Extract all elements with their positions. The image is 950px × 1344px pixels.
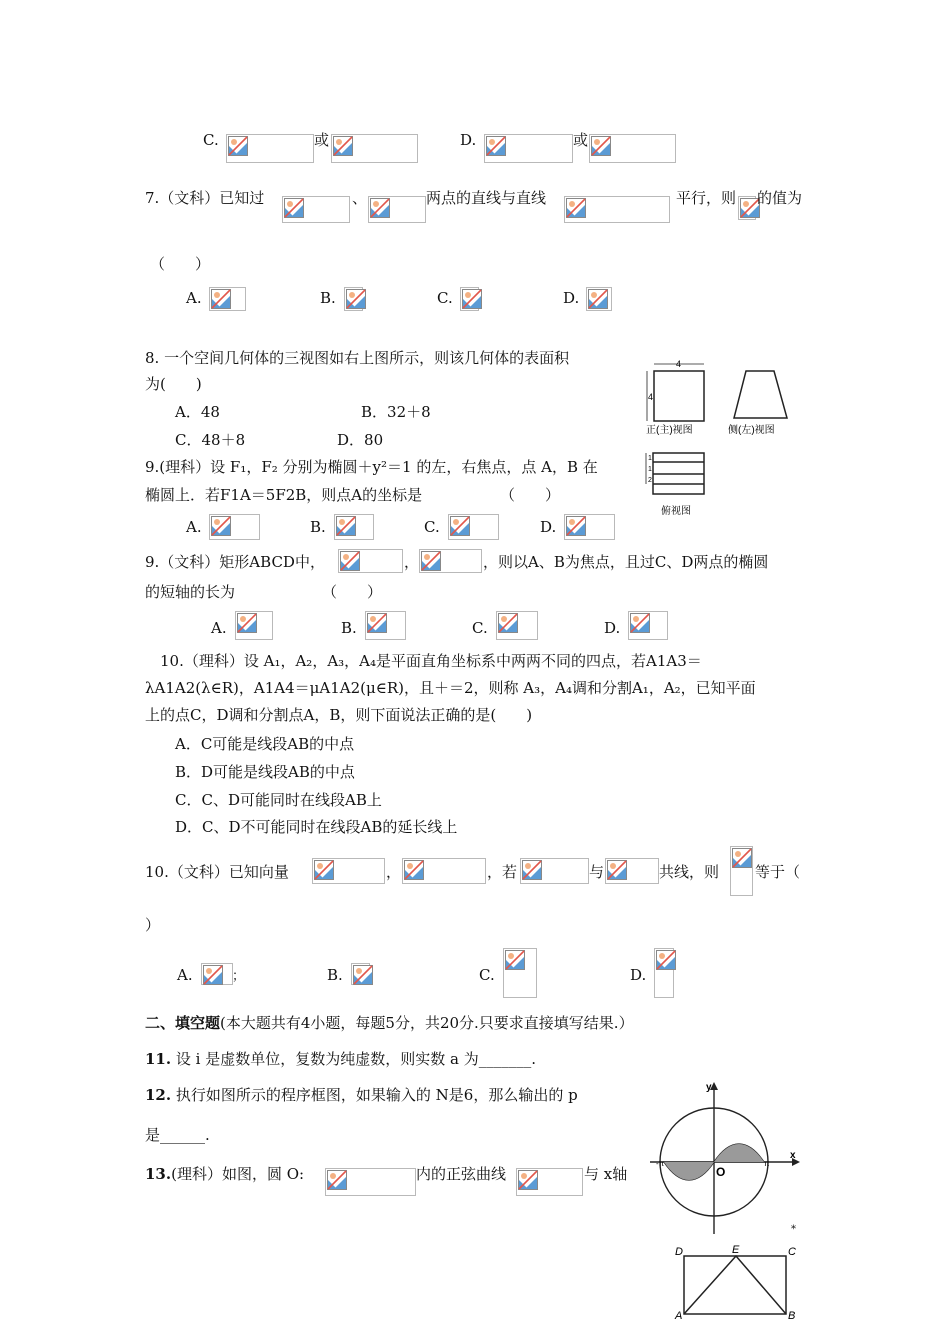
q7-end: 的值为 [757,189,803,207]
formula-image [338,549,403,573]
broken-image-icon [346,289,366,309]
formula-image [564,196,670,223]
broken-image-icon [336,516,356,536]
option-c-label: C. [479,966,495,984]
broken-image-icon [607,860,627,880]
y-label: y [706,1082,712,1093]
formula-image [201,963,233,985]
q8-line2: 为( ) [145,375,202,393]
broken-image-icon [284,198,304,218]
formula-image [628,611,668,640]
formula-image [368,196,426,223]
broken-image-icon [450,516,470,536]
option-b-label: B. [327,966,343,984]
q8-option-d: D．80 [337,431,384,449]
q13-mid: 内的正弦曲线 [416,1165,507,1183]
q8-line1: 8. 一个空间几何体的三视图如右上图所示，则该几何体的表面积 [145,349,570,367]
q8-option-b: B．32＋8 [361,403,431,421]
option-b-label: B. [341,619,357,637]
q9w-line2: 的短轴的长为 [145,583,236,601]
formula-image [419,549,482,573]
q9l-line2: 椭圆上．若F1A＝5F2B，则点A的坐标是 [145,486,423,504]
answer-paren: （ ） [150,255,211,273]
broken-image-icon [203,965,223,985]
q10w-equals: 等于（ [755,863,801,881]
option-c-label: C. [424,518,440,536]
formula-image [589,134,676,163]
point-d: D [675,1246,683,1258]
formula-image [235,611,273,640]
tick-label: 1 [648,455,652,462]
option-d-label: D. [604,619,621,637]
option-c-label: C. [437,289,453,307]
q10w-lead: 10.（文科）已知向量 [145,863,289,881]
q7-sep: 、 [352,189,368,207]
origin-label: O [716,1165,726,1179]
broken-image-icon [566,198,586,218]
broken-image-icon [237,613,257,633]
formula-image [365,611,406,640]
option-d-label: D. [563,289,580,307]
q9w-comma: ， [404,553,420,571]
formula-image [503,948,537,998]
q13-tail: 与 x轴 [584,1165,628,1183]
broken-image-icon [498,613,518,633]
x-label: x [790,1150,796,1161]
answer-paren: （ ） [322,583,383,601]
option-c-label: C. [203,131,219,149]
q10l-line2: λA1A2(λ∈R)，A1A4＝μA1A2(μ∈R)，且＋＝2，则称 A₃，A₄调和分割A₁，A₂，已知平面 [145,679,756,697]
formula-image [738,196,756,220]
formula-image [325,1168,416,1196]
q10l-line1: 10.（理科）设 A₁，A₂，A₃，A₄是平面直角坐标系中两两不同的四点，若A1A3＝ [160,652,702,670]
option-b-label: B. [310,518,326,536]
q10l-option-a: A．C可能是线段AB的中点 [175,735,355,753]
option-a-label: A. [177,966,193,984]
formula-image [344,287,363,311]
broken-image-icon [353,965,373,985]
broken-image-icon [211,516,231,536]
q9w-tail: ，则以A、B为焦点，且过C、D两点的椭圆 [483,553,769,571]
dim-side: 4 [648,392,654,402]
q10w-comma: ， [386,863,402,881]
q7-tail: 平行，则 [676,189,737,207]
rectangle-figure [672,1240,802,1320]
tick-label: 2 [648,477,652,484]
star-mark: * [791,1224,796,1235]
formula-image [402,858,486,884]
tick-label: 1 [648,466,652,473]
formula-image [209,287,246,311]
option-d-label: D. [630,966,647,984]
q9l-line1: 9.(理科）设 F₁，F₂ 分别为椭圆＋y²＝1 的左，右焦点，点 A，B 在 [145,458,598,476]
option-a-label: A. [186,518,202,536]
neg-pi-label: -π [656,1159,665,1168]
broken-image-icon [333,136,353,156]
q8-option-a: A．48 [175,403,220,421]
formula-image [351,963,370,985]
option-d-label: D. [460,131,477,149]
q11: 11. 设 i 是虚数单位，复数为纯虚数，则实数 a 为_______. [145,1050,536,1068]
section-title: 二、填空题(本大题共有4小题，每题5分，共20分.只要求直接填写结果.） [145,1014,634,1032]
formula-image [282,196,350,223]
broken-image-icon [367,613,387,633]
circle-sine-figure [640,1078,810,1238]
formula-image [331,134,418,163]
q10w-collinear: 共线，则 [659,863,720,881]
formula-image [564,514,615,540]
point-e: E [732,1244,740,1256]
broken-image-icon [228,136,248,156]
semicolon: ； [232,969,246,984]
formula-image [460,287,479,311]
q10w-with: 与 [589,863,605,881]
point-b: B [788,1310,796,1320]
point-c: C [788,1246,796,1258]
formula-image [520,858,589,884]
formula-image [586,287,612,311]
formula-image [484,134,573,163]
broken-image-icon [588,289,608,309]
q13-lead: 13.(理科）如图，圆 O: [145,1165,305,1183]
broken-image-icon [656,950,676,970]
q10l-option-d: D．C、D不可能同时在线段AB的延长线上 [175,818,458,836]
formula-image [209,514,260,540]
formula-image [496,611,538,640]
broken-image-icon [630,613,650,633]
q10w-close: ） [145,916,161,934]
option-c-label: C. [472,619,488,637]
broken-image-icon [370,198,390,218]
broken-image-icon [404,860,424,880]
q12-line2: 是______. [145,1126,210,1144]
top-view-label: 俯视图 [661,506,691,517]
broken-image-icon [327,1170,347,1190]
side-view-label: 侧(左)视图 [728,425,775,436]
q12: 12. 执行如图所示的程序框图，如果输入的 N是6，那么输出的 p [145,1086,578,1104]
dim-top: 4 [676,359,682,369]
formula-image [226,134,314,163]
broken-image-icon [462,289,482,309]
broken-image-icon [314,860,334,880]
option-d-label: D. [540,518,557,536]
formula-image [605,858,659,884]
formula-image [312,858,385,884]
formula-image [448,514,499,540]
pi-label: π [764,1159,770,1168]
q7-lead: 7.（文科）已知过 [145,189,265,207]
broken-image-icon [486,136,506,156]
q7-mid: 两点的直线与直线 [426,189,547,207]
three-view-figure [642,356,802,521]
formula-image [516,1168,583,1196]
broken-image-icon [211,289,231,309]
front-view-label: 正(主)视图 [646,425,693,436]
q10l-option-c: C．C、D可能同时在线段AB上 [175,791,382,809]
broken-image-icon [518,1170,538,1190]
point-a: A [675,1310,683,1320]
broken-image-icon [505,950,525,970]
answer-paren: （ ） [500,486,561,504]
q10l-option-b: B．D可能是线段AB的中点 [175,763,355,781]
or-text: 或 [573,131,589,149]
formula-image [654,948,674,998]
option-a-label: A. [211,619,227,637]
broken-image-icon [566,516,586,536]
or-text: 或 [314,131,330,149]
broken-image-icon [340,551,360,571]
formula-image [334,514,374,540]
broken-image-icon [522,860,542,880]
q10l-line3: 上的点C，D调和分割点A，B，则下面说法正确的是( ) [145,706,533,724]
formula-image [730,846,753,896]
broken-image-icon [732,848,752,868]
option-b-label: B. [320,289,336,307]
side-view-trapezoid [734,371,787,418]
broken-image-icon [421,551,441,571]
option-a-label: A. [186,289,202,307]
front-view-square [654,371,704,421]
q9w-lead: 9.（文科）矩形ABCD中， [145,553,325,571]
q10w-if: ，若 [487,863,518,881]
q8-option-c: C．48＋8 [175,431,246,449]
broken-image-icon [591,136,611,156]
